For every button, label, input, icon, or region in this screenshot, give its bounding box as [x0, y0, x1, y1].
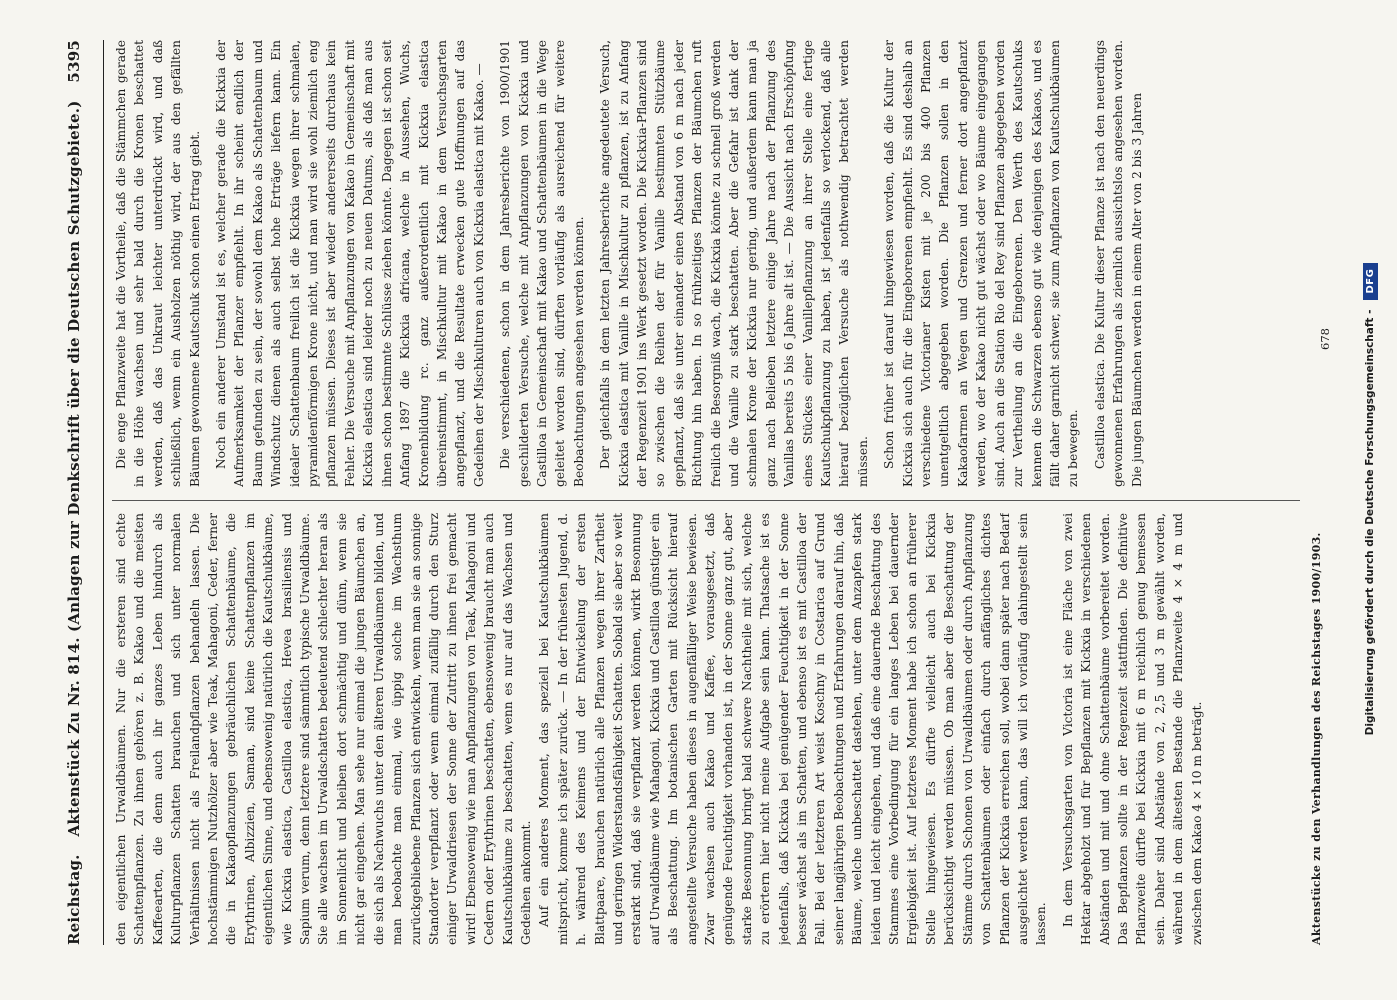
paragraph: Schon früher ist darauf hingewiesen worden, daß die Kultur der Kickxia sich auch für die Eingeborenen empfiehlt. Es sind deshalb an verschiedene Victorianer Kisten mit je 200 bis 400 Pflanzen unentgeltlich abgegeben worden. Die Pflanzen sollen in den Kakaofarmen an Wegen und Grenzen und ferner dort angepflanzt werden, wo der Kakao nicht gut wächst oder wo Bäume eingegangen sind. Auch an die Station Rio del Rey sind Pflanzen abgegeben worden zur Vertheilung an die Eingeborenen. Den Werth des Kautschuks kennen die Schwarzen ebenso gut wie denjenigen des Kakaos, und es fällt daher garnicht schwer, sie zum Anpflanzen von Kautschukbäumen zu bewegen. — [882, 40, 1081, 487]
column-divider — [112, 500, 1300, 501]
paragraph: Die verschiedenen, schon in dem Jahresberichte von 1900/1901 geschilderten Versuche, welche mit Anpflanzungen von Kickxia und Castilloa in Gemeinschaft mit Kakao und Schattenbäumen in die Wege geleitet worden sind, dürften vorläufig als ausreichend für weitere Beobachtungen angesehen werden können. — [498, 40, 586, 487]
paragraph: In dem Versuchsgarten von Victoria ist eine Fläche von zwei Hektar abgeholzt und für Bepflanzen mit Kickxia in verschiedenen Abständen und mit und ohne Schattenbäume vorbereitet worden. Das Bepflanzen sollte in der Regenzeit stattfinden. Die definitive Pflanzweite dürfte bei Kickxia mit 6 m reichlich genug bemessen sein. Daher sind Abstände von 2, 2,5 und 3 m gewählt worden, während in dem ältesten Bestande die Pflanzweite 4 × 4 m und zwischen dem Kakao 4 × 10 m beträgt. — [1060, 513, 1204, 945]
digitization-stamp — [1358, 14, 1382, 984]
paragraph: den eigentlichen Urwaldbäumen. Nur die ersteren sind echte Schattenpflanzen. Zu ihnen gehören z. B. Kakao und die meisten Kaffeearten, die denn auch ihr ganzes Leben hindurch als Kulturpflanzen Schatten brauchen und sich unter normalen Verhältnissen nicht als Freilandpflanzen behandeln lassen. Die hochstämmigen Nutzhölzer aber wie Teak, Mahagoni, Ceder, ferner die in Kakaopflanzungen gebräuchlichen Schattenbäume, die Erythrinen, Albizzien, Saman, sind keine Schattenpflanzen im eigentlichen Sinne, und ebensowenig natürlich die Kautschukbäume, wie Kickxia elastica, Castilloa elastica, Hevea brasiliensis und Sapium verum, denn letztere sind sämmtlich typische Urwaldbäume. Sie alle wachsen im Urwaldschatten bedeutend schlechter heran als im Sonnenlicht und bleiben dort schmächtig und dünn, wenn sie nicht gar eingehen. Man sehe nur einmal die jungen Bäumchen an, die sich als Nachwuchs unter den älteren Urwaldbäumen bilden, und man beobachte man einmal, wie üppig solche im Wachsthum zurückgebliebene Pflanzen sich entwickeln, wenn man sie an sonnige Standorter verpflanzt oder wenn einmal zufällig durch den Sturz einiger Urwaldriesen der Sonne der Zutritt zu ihnen frei gemacht wird! Ebensowenig wie man Anpflanzungen von Teak, Mahagoni und Cedern oder Erythrinen beschatten, ebensowenig braucht man auch Kautschukbäume zu beschatten, wenn es nur auf das Wachsen und Gedeihen ankommt. — [114, 513, 533, 945]
footer-page-number: 678 — [1318, 328, 1332, 350]
header-page-number: 5395 — [65, 40, 83, 83]
header-title: Aktenstück Zu Nr. 814. (Anlagen zur Denkschrift über die Deutschen Schutzgebiete.) — [65, 100, 83, 837]
right-column — [112, 40, 1300, 487]
header-rule — [103, 40, 104, 945]
paragraph: Die enge Pflanzweite hat die Vortheile, daß die Stämmchen gerade in die Höhe wachsen und sehr bald durch die Kronen beschattet werden, daß das Unkraut leichter unterdrückt wird, und daß schließlich, wenn ein Ausholzen nöthig wird, der aus den gefällten Bäumen gewonnene Kautschuk schon einen Ertrag giebt. — [114, 40, 202, 487]
footnote: Aktenstücke zu den Verhandlungen des Reichstages 1900/1903. — [1310, 532, 1323, 945]
paragraph: Castilloa elastica. Die Kultur dieser Pflanze ist nach den neuerdings gewonnenen Erfahrungen als ziemlich aussichtslos angesehen worden. Die jungen Bäumchen werden in einem Alter von 2 bis 3 Jahren — [1092, 40, 1144, 487]
paragraph: Noch ein anderer Umstand ist es, welcher gerade die Kickxia der Aufmerksamkeit der Pflanzer empfiehlt. In ihr scheint endlich der Baum gefunden zu sein, der sowohl dem Kakao als Schattenbaum und Windschutz dienen als auch selbst hohe Erträge liefern kann. Ein idealer Schattenbaum freilich ist die Kickxia wegen ihrer schmalen, pyramidenförmigen Krone nicht, und man wird sie wohl ziemlich eng pflanzen müssen. Dieses ist aber wieder andererseits durchaus kein Fehler. Die Versuche mit Anpflanzungen von Kakao in Gemeinschaft mit Kickxia elastica sind leider noch zu neuen Datums, als daß man aus ihnen schon bestimmte Schlüsse ziehen könnte. Dagegen ist schon seit Anfang 1897 die Kickxia africana, welche in Aussehen, Wuchs, Kronenbildung rc. ganz außerordentlich mit Kickxia elastica übereinstimmt, in Mischkultur mit Kakao in dem Versuchsgarten angepflanzt, und die Resultate erwecken gute Hoffnungen auf das Gedeihen der Mischkulturen auch von Kickxia elastica mit Kakao. — — [214, 40, 486, 487]
page-header — [46, 40, 102, 945]
paragraph: Der gleichfalls in dem letzten Jahresberichte angedeutete Versuch, Kickxia elastica mit Vanille in Mischkultur zu pflanzen, ist zu Anfang der Regenzeit 1901 ins Werk gesetzt worden. Die Kickxia-Pflanzen sind so zwischen die Reihen der für Vanille bestimmten Stützbäume gepflanzt, daß sie unter einander einen Abstand von 6 m nach jeder Richtung hin haben. In so frühzeitiges Pflanzen der Bäumchen ruft freilich die Besorgniß wach, die Kickxia könnte zu schnell groß werden und die Vanille zu stark beschatten. Aber die Gefahr ist dank der schmalen Krone der Kickxia nur gering, und außerdem kann man ja ganz nach Belieben letztere einige Jahre nach der Pflanzung des Vanillas bereits 5 bis 6 Jahre alt ist. — Die Aussicht nach Erschöpfung eines Stückes einer Vanillepflanzung an ihrer Stelle eine fertige Kautschukpflanzung zu haben, ist jedenfalls so verlockend, daß alle hierauf bezüglichen Versuche als nothwendig betrachtet werden müssen. — [598, 40, 870, 487]
dfg-logo: DFG — [1363, 263, 1378, 300]
left-column — [112, 513, 1300, 945]
header-left: Reichstag. — [65, 854, 83, 945]
digitization-note: Digitalisierung gefördert durch die Deutsche Forschungsgemeinschaft - — [1364, 309, 1376, 736]
paragraph: Auf ein anderes Moment, das speziell bei Kautschukbäumen mitspricht, komme ich später zurück. — In der frühesten Jugend, d. h. während des Keimens und der Entwickelung der ersten Blattpaare, brauchen natürlich alle Pflanzen wegen ihrer Zartheit und geringen Widerstandsfähigkeit Schatten. Sobald sie aber so weit erstarkt sind, daß sie verpflanzt werden können, wirkt Besonnung auf Urwaldbäume wie Mahagoni, Kickxia und Castilloa günstiger ein als Beschattung. Im botanischen Garten mit Rücksicht hierauf angestellte Versuche haben dieses in augenfälliger Weise bewiesen. Zwar wachsen auch Kakao und Kaffee, vorausgesetzt, daß genügende Feuchtigkeit vorhanden ist, in der Sonne ganz gut, aber starke Besonnung bringt bald schwere Nachtheile mit sich, welche zu erörtern hier nicht meine Aufgabe sein kann. Thatsache ist es jedenfalls, daß Kickxia bei genügender Feuchtigkeit in der Sonne besser wächst als im Schatten, und ebenso ist es mit Castilloa der Fall. Bei der letzteren Art weist Koschny in Costarica auf Grund seiner langjährigen Beobachtungen und Erfahrungen darauf hin, daß Bäume, welche unbeschattet dastehen, unter dem Anzapfen stark leiden und leicht eingehen, und daß eine dauernde Beschattung des Stammes eine Vorbedingung für ein langes Leben bei dauernder Ergiebigkeit ist. Auf letzteres Moment habe ich schon an früherer Stelle hingewiesen. Es dürfte vielleicht auch bei Kickxia berücksichtigt werden müssen. Ob man aber die Beschattung der Stämme durch Schonen von Urwaldbäumen oder durch Anpflanzung von Schattenbäumen oder einfach durch anfängliches dichtes Pflanzen der Kickxia erreichen soll, wobei dann später nach Bedarf ausgelichtet werden kann, das will ich vorläufig dahingestellt sein lassen. — [537, 513, 1049, 945]
